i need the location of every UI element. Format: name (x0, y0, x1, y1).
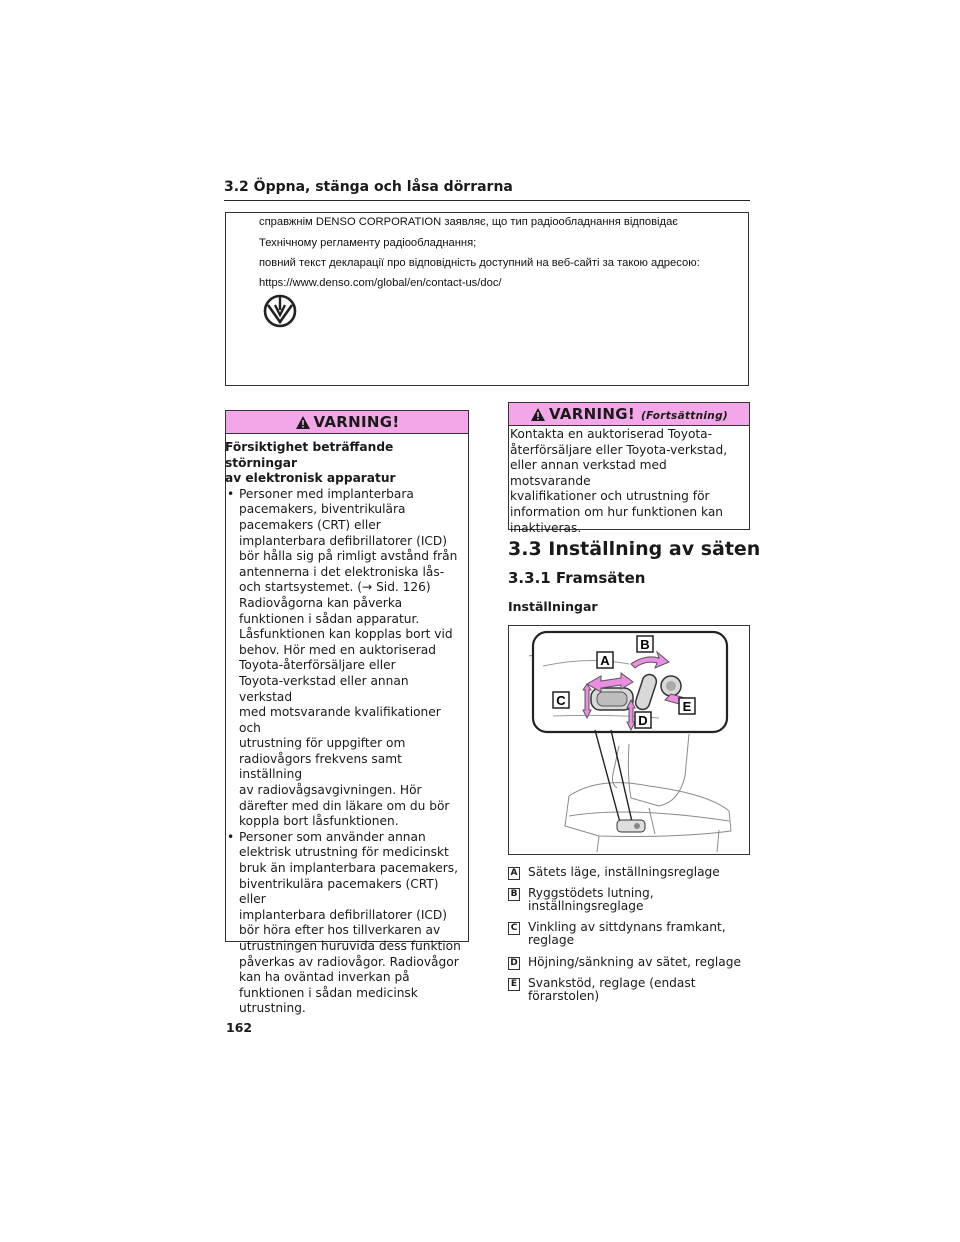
bullet-line: implanterbara defibrillatorer (ICD) (239, 907, 448, 922)
bullet-line: antennerna i det elektroniska lås- (239, 564, 445, 579)
certificate-line: справжнім DENSO CORPORATION заявляє, що тип радіообладнання відповідає (259, 216, 679, 228)
bullet-dot: • (227, 486, 235, 501)
legend-key: D (508, 957, 520, 970)
bullet-line: utrustning. (239, 1001, 306, 1016)
warning-triangle-icon (295, 415, 311, 430)
bullet-line: bör hålla sig på rimligt avstånd från (239, 549, 458, 564)
warning-title: VARNING! (548, 405, 635, 423)
bullet-line: Radiovågorna kan påverka (239, 595, 403, 610)
legend-text-line: Svankstöd, reglage (endast (528, 976, 696, 990)
warning-subheading-line: Försiktighet beträffande störningar (225, 440, 394, 470)
bullet-line: utrustning för uppgifter om (239, 736, 406, 751)
callout-e: E (682, 699, 692, 714)
callout-d: D (638, 713, 648, 728)
warning-header (226, 411, 468, 434)
legend-key: A (508, 867, 520, 880)
warning-continuation: (Fortsättning) (640, 410, 728, 422)
warning-title: VARNING! (313, 413, 400, 431)
warning-box-left (225, 410, 469, 1016)
legend-text (528, 887, 750, 913)
bullet-line: radiovågors frekvens samt inställning (239, 751, 402, 782)
certificate-box (225, 212, 749, 386)
bullet-line: pacemakers (CRT) eller (239, 517, 381, 532)
legend-key: C (508, 922, 520, 935)
legend-text-line: Vinkling av sittdynans framkant, (528, 920, 726, 934)
seat-diagram (509, 626, 749, 854)
certificate-line: Технічному регламенту радіообладнання; (259, 237, 477, 249)
bullet-line: bruk än implanterbara pacemakers, (239, 861, 458, 876)
legend-text-line: inställningsreglage (528, 899, 644, 913)
bullet-line: med motsvarande kvalifikationer och (239, 705, 441, 735)
bullet-line: kan ha oväntad inverkan på (239, 970, 410, 985)
bullet-line: Toyota-återförsäljare eller (239, 658, 396, 673)
legend-text (528, 921, 750, 947)
bullet-line: Personer med implanterbara (239, 486, 414, 501)
legend-text-line: förarstolen) (528, 989, 600, 1003)
bullet-line: biventrikulära pacemakers (CRT) eller (239, 876, 439, 907)
page-number: 162 (226, 1020, 253, 1035)
warning-line: återförsäljare eller Toyota-verkstad, (510, 442, 728, 457)
bullet-line: funktionen i sådan medicinsk (239, 985, 418, 1000)
bullet-line: Personer som använder annan (239, 829, 426, 844)
legend-text (528, 977, 750, 1003)
warning-triangle-icon (530, 407, 546, 422)
warning-line: Kontakta en auktoriserad Toyota- (510, 427, 713, 441)
warning-line: information om hur funktionen kan (510, 504, 724, 519)
bullet-line: Låsfunktionen kan kopplas bort vid (239, 627, 453, 642)
bullet-line: pacemakers, biventrikulära (239, 502, 406, 517)
bullet-line: behov. Hör med en auktoriserad (239, 642, 436, 657)
section-heading: 3.3 Inställning av säten (508, 538, 761, 560)
subsection-heading: 3.3.1 Framsäten (508, 569, 646, 587)
bullet-line: och startsystemet. (→ Sid. 126) (239, 580, 431, 595)
bullet-line: av radiovågsavgivningen. Hör (239, 783, 422, 798)
warning-line: inaktiveras. (510, 520, 582, 535)
bullet-line: utrustningen huruvida dess funktion (239, 939, 461, 953)
ukrainian-conformity-mark-icon (262, 293, 298, 329)
warning-bullet (225, 830, 465, 1017)
bullet-line: koppla bort låsfunktionen. (239, 814, 399, 829)
bullet-line: bör höra efter hos tillverkaren av (239, 923, 441, 938)
legend-key: E (508, 978, 520, 991)
bullet-line: Toyota-verkstad eller annan verkstad (239, 673, 409, 704)
bullet-line: elektrisk utrustning för medicinskt (239, 845, 449, 860)
legend-text: Sätets läge, inställningsreglage (528, 865, 720, 879)
warning-body (510, 427, 748, 536)
warning-line: eller annan verkstad med motsvarande (510, 458, 667, 488)
warning-subheading (225, 440, 465, 487)
callout-b: B (640, 637, 650, 652)
bullet-line: implanterbara defibrillatorer (ICD) (239, 533, 448, 548)
legend-text-line: reglage (528, 933, 575, 947)
seat-controls-illustration (508, 625, 750, 855)
legend-key: B (508, 888, 520, 901)
bullet-line: funktionen i sådan apparatur. (239, 611, 420, 626)
certificate-line: https://www.denso.com/global/en/contact-us/doc/ (259, 277, 502, 289)
certificate-line: повний текст декларації про відповідність доступний на веб-сайті за такою адресою: (259, 257, 700, 269)
warning-subheading-line: av elektronisk apparatur (225, 471, 396, 486)
warning-line: kvalifikationer och utrustning för (510, 489, 710, 504)
warning-header (509, 403, 749, 426)
callout-a: A (600, 653, 610, 668)
section-header-title: 3.2 Öppna, stänga och låsa dörrarna (224, 179, 513, 195)
settings-heading: Inställningar (508, 599, 598, 614)
warning-bullet (225, 487, 465, 830)
bullet-line: därefter med din läkare om du bör (239, 798, 450, 813)
callout-c: C (556, 693, 566, 708)
warning-body (225, 440, 465, 1017)
bullet-dot: • (227, 829, 235, 844)
warning-box-right (508, 402, 750, 535)
bullet-line: påverkas av radiovågor. Radiovågor (239, 954, 459, 969)
legend-text: Höjning/sänkning av sätet, reglage (528, 955, 741, 969)
section-header (224, 178, 750, 201)
legend-text-line: Ryggstödets lutning, (528, 886, 654, 900)
